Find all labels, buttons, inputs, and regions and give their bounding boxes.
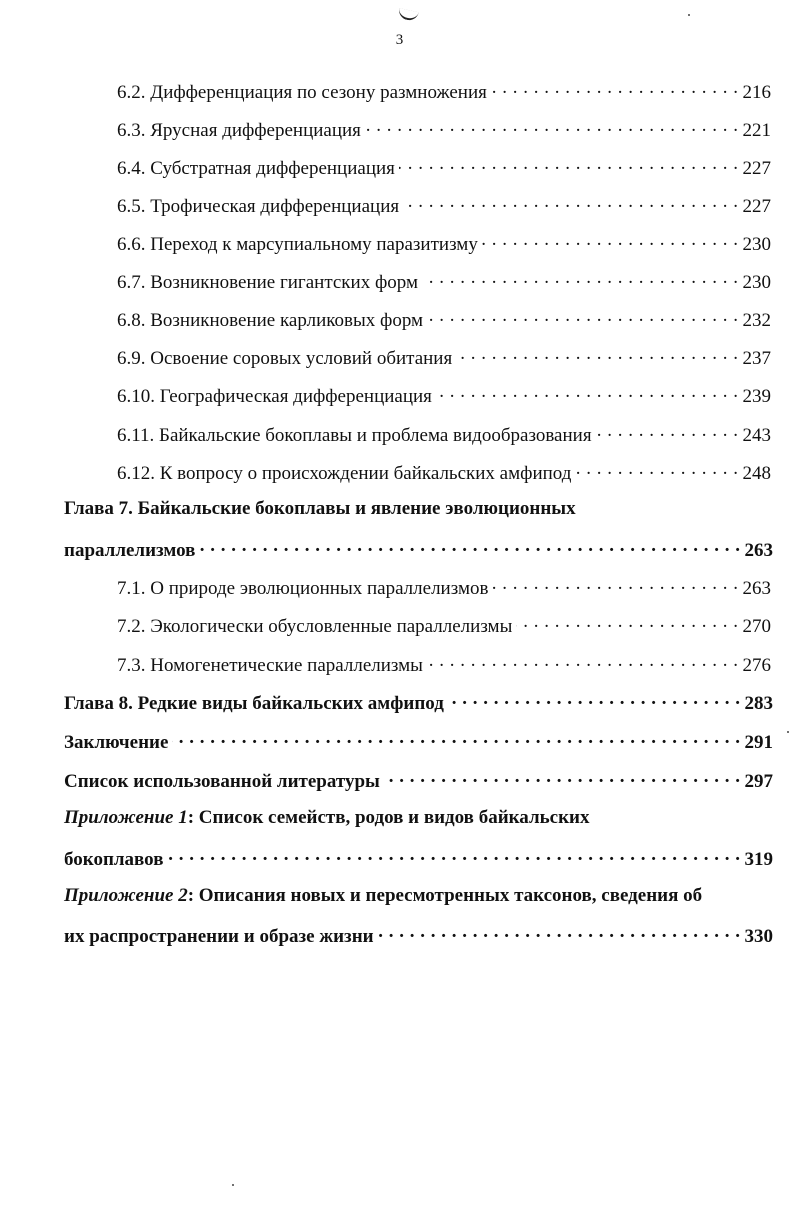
dot-leader: [422, 268, 739, 288]
toc-entry-page: 216: [742, 82, 771, 103]
toc-entry-title: 6.11. Байкальские бокоплавы и проблема видообразования: [117, 425, 592, 446]
appendix-2-title-line1: [64, 884, 702, 908]
toc-entry[interactable]: [117, 574, 771, 600]
appendix-2-title-line2: их распространении и образе жизни: [64, 926, 374, 947]
toc-entry-page: 227: [742, 196, 771, 217]
dot-leader: [427, 306, 738, 326]
dot-leader: [384, 767, 741, 787]
toc-entry-title: 6.9. Освоение соровых условий обитания: [117, 348, 453, 369]
toc-entry-page: 283: [744, 693, 773, 714]
toc-entry-page: 243: [742, 425, 771, 446]
toc-entry-title: 7.3. Номогенетические параллелизмы: [117, 655, 423, 676]
appendix-1-title-line2: бокоплавов: [64, 849, 164, 870]
toc-entry[interactable]: [117, 651, 771, 677]
scan-mark: [397, 8, 419, 22]
dot-leader: [448, 689, 741, 709]
toc-entry[interactable]: [117, 459, 771, 485]
dot-leader: [427, 651, 739, 671]
toc-entry[interactable]: [117, 612, 771, 638]
scan-speck: [787, 731, 789, 733]
toc-entry-title: 6.10. Географическая дифференциация: [117, 386, 432, 407]
toc-entry-page: 239: [742, 386, 771, 407]
toc-chapter[interactable]: [64, 536, 773, 562]
toc-entry-page: 230: [742, 234, 771, 255]
dot-leader: [456, 344, 738, 364]
scan-speck: [232, 1184, 234, 1186]
conclusion-title: Заключение: [64, 732, 169, 753]
toc-entry[interactable]: [117, 344, 771, 370]
toc-entry-title: 6.3. Ярусная дифференциация: [117, 120, 361, 141]
toc-chapter-heading[interactable]: [64, 497, 773, 523]
toc-entry-title: 7.1. О природе эволюционных параллелизмов: [117, 578, 489, 599]
dot-leader: [172, 728, 740, 748]
appendix-1-label: Приложение 1: [64, 807, 188, 828]
toc-entry[interactable]: [117, 306, 771, 332]
toc-entry[interactable]: [117, 154, 771, 180]
toc-appendix[interactable]: [64, 845, 773, 871]
appendix-1-title-line1: [64, 806, 590, 830]
toc-entry[interactable]: [117, 116, 771, 142]
toc-chapter[interactable]: [64, 689, 773, 715]
toc-entry-page: 270: [742, 616, 771, 637]
toc-entry-page: 230: [742, 272, 771, 293]
toc-entry-title: 6.2. Дифференциация по сезону размножения: [117, 82, 487, 103]
appendix-2-label: Приложение 2: [64, 885, 188, 906]
toc-entry-page: 227: [742, 158, 771, 179]
toc-entry-title: 6.8. Возникновение карликовых форм: [117, 310, 424, 331]
dot-leader: [492, 574, 738, 594]
chapter-8-title: Глава 8. Редкие виды байкальских амфипод: [64, 693, 444, 714]
toc-entry-page: 237: [742, 348, 771, 369]
dot-leader: [399, 154, 739, 174]
appendix-1-title-rest: : Список семейств, родов и видов байкальских: [187, 807, 590, 828]
dot-leader: [365, 116, 739, 136]
toc-chapter[interactable]: [64, 728, 773, 754]
toc-entry-title: 6.4. Субстратная дифференциация: [117, 158, 395, 179]
dot-leader: [482, 230, 739, 250]
toc-entry-page: 276: [742, 655, 771, 676]
toc-appendix-heading[interactable]: [64, 884, 773, 910]
toc-entry-page: 263: [744, 540, 773, 561]
dot-leader: [167, 845, 740, 865]
toc-entry-page: 221: [742, 120, 771, 141]
chapter-7-title-line1: Глава 7. Байкальские бокоплавы и явление эволюционных: [64, 498, 576, 519]
dot-leader: [575, 459, 738, 479]
dot-leader: [403, 192, 738, 212]
references-title: Список использованной литературы: [64, 771, 380, 792]
toc-entry-title: 6.6. Переход к марсупиальному паразитизму: [117, 234, 478, 255]
toc-entry-page: 248: [742, 463, 771, 484]
appendix-2-title-rest: : Описания новых и пересмотренных таксонов, сведения об: [187, 885, 703, 906]
toc-entry-title: 6.7. Возникновение гигантских форм: [117, 272, 418, 293]
toc-entry[interactable]: [117, 268, 771, 294]
toc-entry-page: 291: [744, 732, 773, 753]
toc-entry-page: 319: [744, 849, 773, 870]
toc-entry[interactable]: [117, 421, 771, 447]
scan-speck: [688, 14, 690, 16]
dot-leader: [491, 78, 739, 98]
toc-appendix-heading[interactable]: [64, 806, 773, 832]
toc-entry[interactable]: [117, 192, 771, 218]
toc-entry-title: 6.12. К вопросу о происхождении байкальских амфипод: [117, 463, 572, 484]
toc-entry[interactable]: [117, 230, 771, 256]
page-number: 3: [395, 32, 404, 48]
dot-leader: [199, 536, 740, 556]
toc-entry-page: 232: [742, 310, 771, 331]
toc-entry-page: 263: [742, 578, 771, 599]
toc-entry-title: 7.2. Экологически обусловленные параллелизмы: [117, 616, 513, 637]
dot-leader: [378, 922, 741, 942]
toc-entry-page: 330: [744, 926, 773, 947]
toc-entry[interactable]: [117, 382, 771, 408]
dot-leader: [436, 382, 739, 402]
chapter-7-title-line2: параллелизмов: [64, 540, 196, 561]
toc-appendix[interactable]: [64, 922, 773, 948]
toc-entry-title: 6.5. Трофическая дифференциация: [117, 196, 400, 217]
toc-entry[interactable]: [117, 78, 771, 104]
dot-leader: [516, 612, 738, 632]
toc-chapter[interactable]: [64, 767, 773, 793]
dot-leader: [596, 421, 739, 441]
toc-entry-page: 297: [744, 771, 773, 792]
